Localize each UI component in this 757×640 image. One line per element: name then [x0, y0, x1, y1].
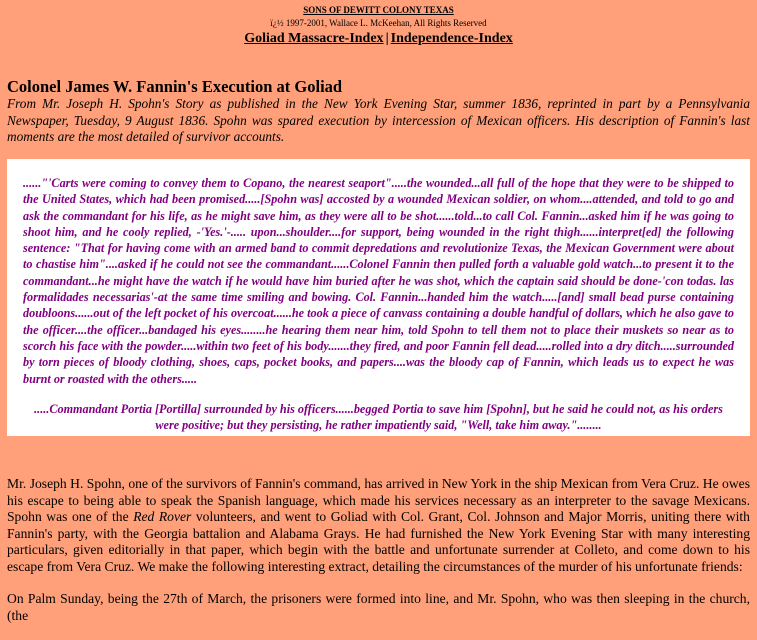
intro-text: From Mr. Joseph H. Spohn's Story as published in the New York Evening Star, summer 1836, reprinted in part by a Pennsylvania Newspaper, Tuesday, 9 August 1836. Spohn was spared execution by intercession of Mexican officers. His description of Fannin's last moments are the most detailed of survivor accounts.	[7, 96, 750, 144]
page-title: Colonel James W. Fannin's Execution at Goliad	[7, 77, 343, 96]
goliad-massacre-index-link[interactable]: Goliad Massacre-Index	[244, 31, 384, 46]
site-name[interactable]: SONS OF DEWITT COLONY TEXAS	[303, 5, 454, 15]
copyright-notice: ï¿½ 1997-2001, Wallace L. McKeehan, All Rights Reserved	[270, 18, 487, 28]
article-body	[7, 476, 750, 640]
independence-index-link[interactable]: Independence-Index	[390, 31, 513, 46]
body-paragraph	[7, 476, 750, 575]
quote-box	[7, 159, 750, 436]
red-rover-text: Red Rover	[133, 509, 192, 524]
quote-paragraph-portilla: .....Commandant Portia [Portilla] surrounded by his officers......begged Portia to save him [Spohn], but he said he could not, as his orders were positive; but they persisting, he rather impatiently said, "Well, take him away."........	[34, 401, 723, 433]
nav-separator: |	[385, 31, 389, 46]
body-paragraph-text: volunteers, and went to Goliad with Col. Grant, Col. Johnson and Major Morris, uniting there with Fannin's party, with the Georgia battalion and Alabama Grays. He had furnished the New York Evening Star with many interesting particulars, given editorially in that paper, which begin with the battle and unfortunate surrender at Colleto, and come down to his escape from Vera Cruz. We make the following interesting extract, detailing the circumstances of the murder of his unfortunate friends:	[7, 509, 750, 574]
body-paragraph: On Palm Sunday, being the 27th of March, the prisoners were formed into line, and Mr. Spohn, who was then sleeping in the church, (the	[7, 591, 750, 623]
page-header	[0, 0, 757, 47]
quote-paragraph: ......"'Carts were coming to convey them to Copano, the nearest seaport".....the wounded...all full of the hope that they were to be shipped to the United States, which had been promised.....[Spohn was] accosted by a wounded Mexican soldier, on whom....attended, and told to go and ask the commandant for his life, as he might save him, as they were all to be shot......told...to call Col. Fannin...asked him if he was going to shoot him, and he cooly replied, -'Yes.'-..... upon...shoulder....for support, being wounded in the right thigh......interpret[ed] the following sentence: "That for having come with an armed band to commit depredations and revolutionize Texas, the Mexican Government were about to chastise him"....asked if he could not see the commandant......Colonel Fannin then pulled forth a valuable gold watch...to present it to the commandant...he might have the watch if he would have him buried after he was shot, which the captain said should be done-'con todas. las formalidades necessarias'-at the same time smiling and bowing. Col. Fannin...handed him the watch.....[and] small bead purse containing doubloons......out of the left pocket of his overcoat......he took a piece of canvass containing a double handful of dollars, which he also gave to the officer....the officer...bandaged his eyes........he hearing them near him, told Spohn to tell them not to place their muskets so near as to scorch his face with the powder.....within two feet of his body.......they fired, and poor Fannin fell dead.....rolled into a dry ditch.....surrounded by torn pieces of bloody clothing, shoes, caps, pocket books, and papers....was the bloody cap of Fannin, which leads us to expect he was burnt or roasted with the others.....	[23, 176, 734, 386]
body-paragraph-text: Mr. Joseph H. Spohn, one of the survivors of Fannin's command, has arrived in New York in the ship Mexican from Vera Cruz. He owes his escape to being able to speak the Spanish language, which made his services necessary as an interpreter to the savage Mexicans. Spohn was one of the	[7, 476, 750, 524]
nav-links	[0, 30, 757, 47]
